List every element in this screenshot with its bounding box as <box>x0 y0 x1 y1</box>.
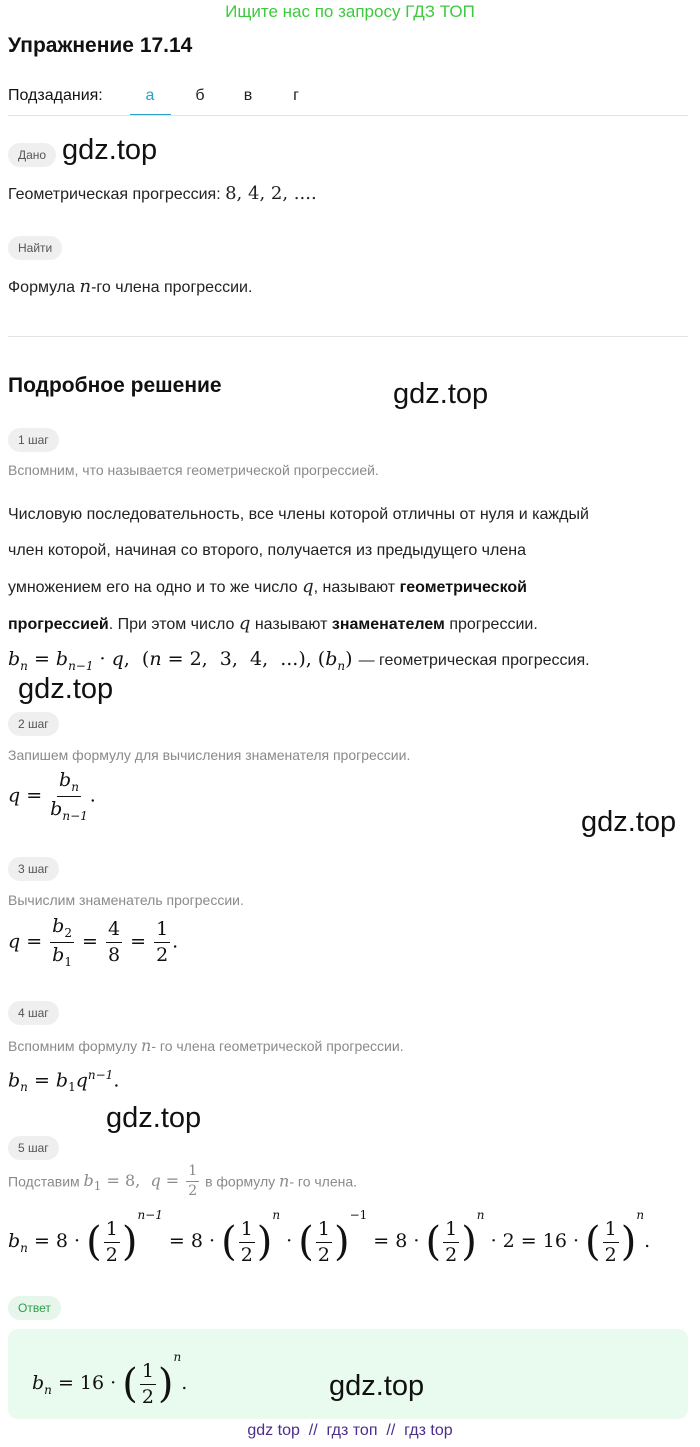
formula-nth-term: $b_n = b_1q^{n-1}$. <box>8 1068 120 1095</box>
formula-definition: $b_n = b_{n-1} \cdot q$, (n = 2, 3, 4, ...), $(b_n)$ — геометрическая прогрессия. <box>8 648 590 673</box>
given-badge: Дано <box>8 143 56 167</box>
step-2-hint: Запишем формулу для вычисления знаменателя прогрессии. <box>8 747 411 763</box>
tab-v[interactable]: в <box>243 87 253 104</box>
step-5-hint-a: Подставим <box>8 1173 80 1190</box>
watermark: gdz.top <box>393 378 489 410</box>
var-q: q <box>238 613 251 634</box>
find-var: n <box>79 276 92 297</box>
solution-title: Подробное решение <box>8 374 222 397</box>
tab-a[interactable]: а <box>145 87 155 104</box>
formula-q-calc: q = $\frac{b_2}{b_1}$ = $\frac{4}{8}$ = $\frac{1}{2}$ . <box>8 915 179 969</box>
watermark: gdz.top <box>329 1370 425 1402</box>
given-sequence: 8, 4, 2, .... <box>225 183 317 204</box>
step-4-badge: 4 шаг <box>8 1001 59 1025</box>
find-text <box>8 276 252 297</box>
step-5-hint-b: в формулу <box>205 1173 276 1190</box>
given-label: Геометрическая прогрессия: <box>8 186 221 203</box>
step-1-line-4c: называют <box>254 616 328 633</box>
step-1-hint: Вспомним, что называется геометрической прогрессией. <box>8 462 379 478</box>
step-1-badge: 1 шаг <box>8 428 59 452</box>
watermark: gdz.top <box>62 134 158 166</box>
tab-b[interactable]: б <box>195 87 205 104</box>
step-3-badge: 3 шаг <box>8 857 59 881</box>
step-2-badge: 2 шаг <box>8 712 59 736</box>
formula-substitution: $b_n = 8$ · ( $\frac{1}{2}$ )$^{n-1}$ = 8 · ( $\frac{1}{2}$ )$^n$ · ( $\frac{1}{2}$ )$^{-1}$ = 8 · ( $\frac{1}{2}$ )$^n$ · 2 = 16 · ( $\frac{1}{2}$ )$^n$. <box>8 1208 651 1266</box>
footer-links[interactable]: gdz top // гдз топ // гдз top <box>247 1422 453 1439</box>
term-denominator: знаменателем <box>331 616 445 633</box>
section-divider <box>8 336 688 337</box>
page-title: Упражнение 17.14 <box>8 34 193 57</box>
step-1-line-2: член которой, начиная со второго, получается из предыдущего члена <box>8 542 526 559</box>
search-banner: Ищите нас по запросу ГДЗ ТОП <box>225 2 475 21</box>
step-1-line-4 <box>8 606 693 643</box>
tab-g[interactable]: г <box>293 87 299 104</box>
watermark: gdz.top <box>106 1102 202 1134</box>
watermark: gdz.top <box>581 806 677 838</box>
step-1-line-1: Числовую последовательность, все члены которой отличны от нуля и каждый <box>8 506 589 523</box>
step-1-text <box>8 497 693 643</box>
var-q: q <box>302 576 314 597</box>
find-text-before: Формула <box>8 279 76 296</box>
step-5-hint: Подставим $b_1 = 8$, q = $\frac{1}{2}$ в формулу n- го члена. <box>8 1163 358 1200</box>
find-text-after: -го члена прогрессии. <box>91 279 253 296</box>
var-n: n <box>141 1036 152 1055</box>
subtasks-label: Подзадания: <box>8 87 103 104</box>
step-4-hint-before: Вспомним формулу <box>8 1038 138 1054</box>
find-badge: Найти <box>8 236 62 260</box>
step-5-hint-c: - го члена. <box>289 1173 358 1190</box>
term-progression: прогрессией <box>8 616 109 633</box>
step-1-line-4e: прогрессии. <box>449 616 538 633</box>
step-4-hint <box>8 1036 404 1055</box>
formula-q: q = $\frac{b_n}{b_{n-1}}$ . <box>8 769 96 823</box>
step-1-line-3a: умножением его на одно и то же число <box>8 579 298 596</box>
answer-formula: $b_n = 16$ · ( $\frac{1}{2}$ )$^n$. <box>32 1350 188 1408</box>
tabs-divider <box>8 115 688 116</box>
answer-badge: Ответ <box>8 1296 61 1320</box>
step-5-badge: 5 шаг <box>8 1136 59 1160</box>
formula-tail: — геометрическая прогрессия. <box>358 652 590 669</box>
term-geometric: геометрической <box>399 579 527 596</box>
var-n: n <box>279 1171 290 1191</box>
watermark: gdz.top <box>18 673 114 705</box>
step-1-line-3b: , называют <box>313 579 396 596</box>
step-1-line-3 <box>8 569 693 606</box>
given-text <box>8 183 317 204</box>
step-3-hint: Вычислим знаменатель прогрессии. <box>8 892 244 908</box>
step-1-line-4b: . При этом число <box>108 616 235 633</box>
step-4-hint-after: - го члена геометрической прогрессии. <box>151 1038 404 1054</box>
